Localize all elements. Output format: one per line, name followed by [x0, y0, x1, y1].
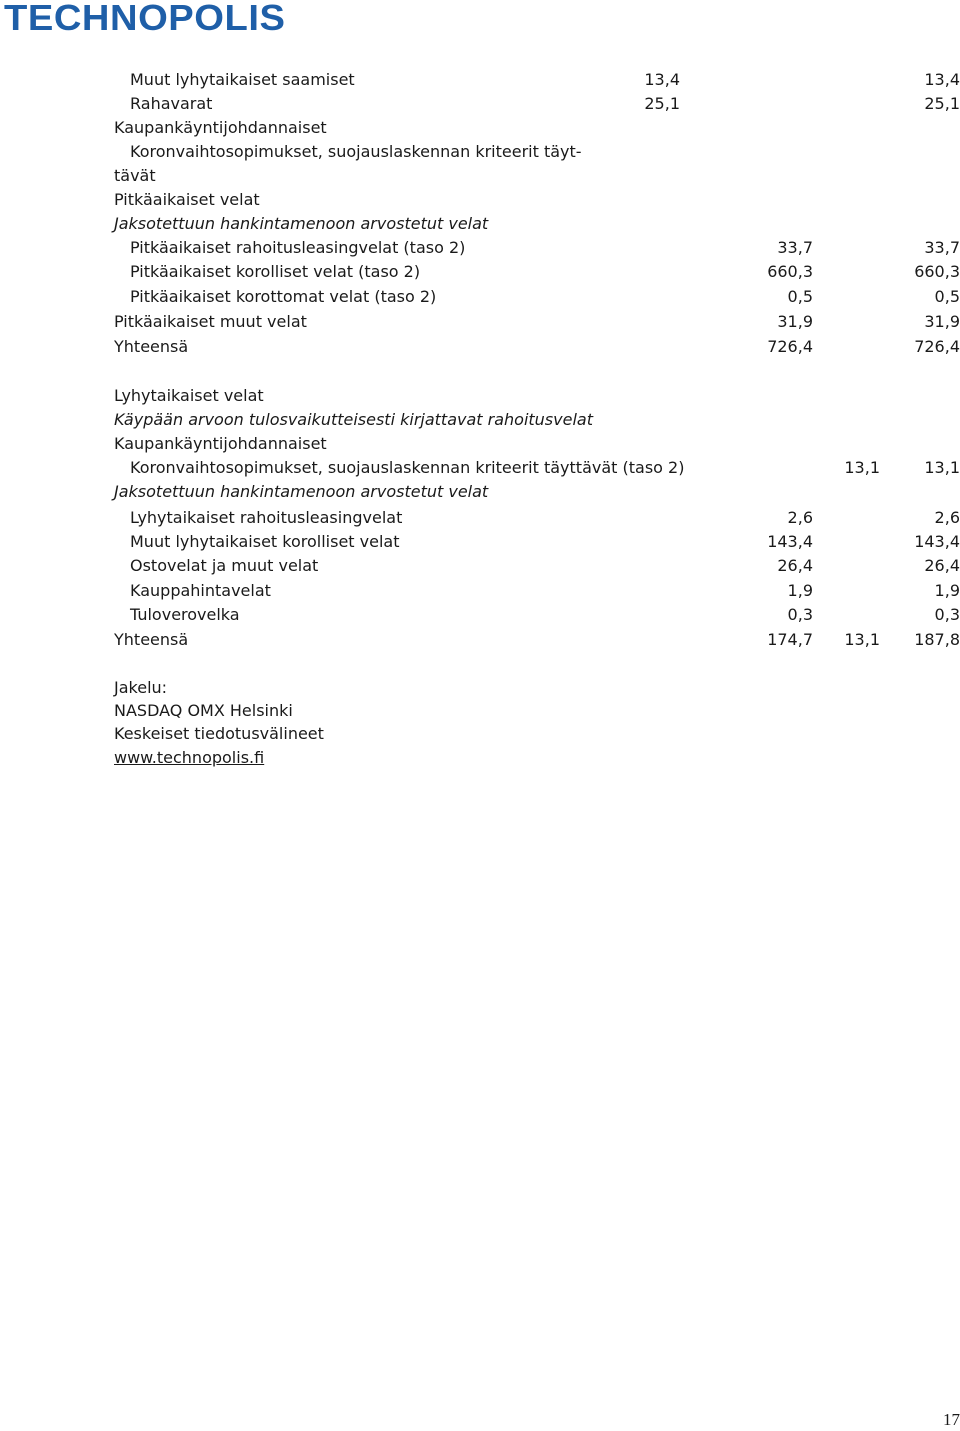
- value-cell: 25,1: [644, 94, 680, 113]
- row-label: Pitkäaikaiset korolliset velat (taso 2): [130, 262, 421, 281]
- row-label: Ostovelat ja muut velat: [130, 556, 319, 575]
- table-row: [0, 310, 960, 334]
- table-row: [0, 164, 960, 188]
- table-row: [0, 236, 960, 260]
- value-total-cell: 25,1: [924, 94, 960, 113]
- value-cell: 13,1: [844, 630, 880, 649]
- table-row: [0, 579, 960, 603]
- table-row: [0, 260, 960, 284]
- table-row: [0, 603, 960, 627]
- value-total-cell: 1,9: [934, 581, 960, 600]
- table-row: [0, 530, 960, 554]
- table-row: [0, 212, 960, 236]
- table-row: [0, 554, 960, 578]
- table-row: [0, 68, 960, 92]
- table-row: [0, 140, 960, 164]
- row-label: Kaupankäyntijohdannaiset: [114, 118, 327, 137]
- value-total-cell: 13,4: [924, 70, 960, 89]
- section-heading: Lyhytaikaiset velat: [114, 386, 264, 405]
- table-row: [0, 384, 960, 408]
- distribution-label: Jakelu:: [114, 678, 168, 697]
- distribution-recipient: Keskeiset tiedotusvälineet: [114, 724, 324, 743]
- value-total-cell: 26,4: [924, 556, 960, 575]
- value-cell: 726,4: [767, 337, 813, 356]
- value-cell: 13,1: [844, 458, 880, 477]
- table-row: [0, 456, 960, 480]
- value-total-cell: 143,4: [914, 532, 960, 551]
- row-label: Kaupankäyntijohdannaiset: [114, 434, 327, 453]
- subsection-heading: Käypään arvoon tulosvaikutteisesti kirjattavat rahoitusvelat: [114, 410, 593, 429]
- row-label: tävät: [114, 166, 156, 185]
- table-row: [0, 92, 960, 116]
- row-label: Tuloverovelka: [130, 605, 240, 624]
- value-cell: 0,3: [787, 605, 813, 624]
- row-label: Kauppahintavelat: [130, 581, 271, 600]
- value-total-cell: 31,9: [924, 312, 960, 331]
- table-row: [0, 480, 960, 504]
- table-row: [0, 506, 960, 530]
- value-total-cell: 13,1: [924, 458, 960, 477]
- distribution-recipient: NASDAQ OMX Helsinki: [114, 701, 293, 720]
- row-label: Lyhytaikaiset rahoitusleasingvelat: [130, 508, 403, 527]
- row-label: Koronvaihtosopimukset, suojauslaskennan kriteerit täyttävät (taso 2): [130, 458, 685, 477]
- section-heading: Pitkäaikaiset velat: [114, 190, 260, 209]
- row-label: Muut lyhytaikaiset saamiset: [130, 70, 355, 89]
- row-label: Muut lyhytaikaiset korolliset velat: [130, 532, 400, 551]
- table-row: [0, 432, 960, 456]
- table-row: [0, 628, 960, 652]
- value-total-cell: 0,3: [934, 605, 960, 624]
- value-total-cell: 2,6: [934, 508, 960, 527]
- value-cell: 174,7: [767, 630, 813, 649]
- row-label: Pitkäaikaiset korottomat velat (taso 2): [130, 287, 437, 306]
- value-total-cell: 187,8: [914, 630, 960, 649]
- row-label: Pitkäaikaiset rahoitusleasingvelat (taso 2): [130, 238, 466, 257]
- total-label: Yhteensä: [114, 337, 189, 356]
- table-row: [0, 188, 960, 212]
- table-row: [0, 408, 960, 432]
- value-total-cell: 0,5: [934, 287, 960, 306]
- row-label: Koronvaihtosopimukset, suojauslaskennan kriteerit täyt-: [130, 142, 582, 161]
- value-cell: 660,3: [767, 262, 813, 281]
- subsection-heading: Jaksotettuun hankintamenoon arvostetut velat: [114, 482, 489, 501]
- website-link[interactable]: www.technopolis.fi: [114, 748, 265, 767]
- technopolis-logo: TECHNOPOLIS: [4, 0, 286, 38]
- total-label: Yhteensä: [114, 630, 189, 649]
- value-cell: 13,4: [644, 70, 680, 89]
- value-cell: 26,4: [777, 556, 813, 575]
- value-cell: 0,5: [787, 287, 813, 306]
- value-cell: 2,6: [787, 508, 813, 527]
- value-total-cell: 660,3: [914, 262, 960, 281]
- value-cell: 31,9: [777, 312, 813, 331]
- table-row: [0, 116, 960, 140]
- subsection-heading: Jaksotettuun hankintamenoon arvostetut velat: [114, 214, 489, 233]
- row-label: Rahavarat: [130, 94, 213, 113]
- value-total-cell: 33,7: [924, 238, 960, 257]
- value-cell: 1,9: [787, 581, 813, 600]
- value-cell: 33,7: [777, 238, 813, 257]
- table-row: [0, 285, 960, 309]
- value-total-cell: 726,4: [914, 337, 960, 356]
- value-cell: 143,4: [767, 532, 813, 551]
- table-row: [0, 335, 960, 359]
- row-label: Pitkäaikaiset muut velat: [114, 312, 307, 331]
- page-number: 17: [943, 1410, 960, 1429]
